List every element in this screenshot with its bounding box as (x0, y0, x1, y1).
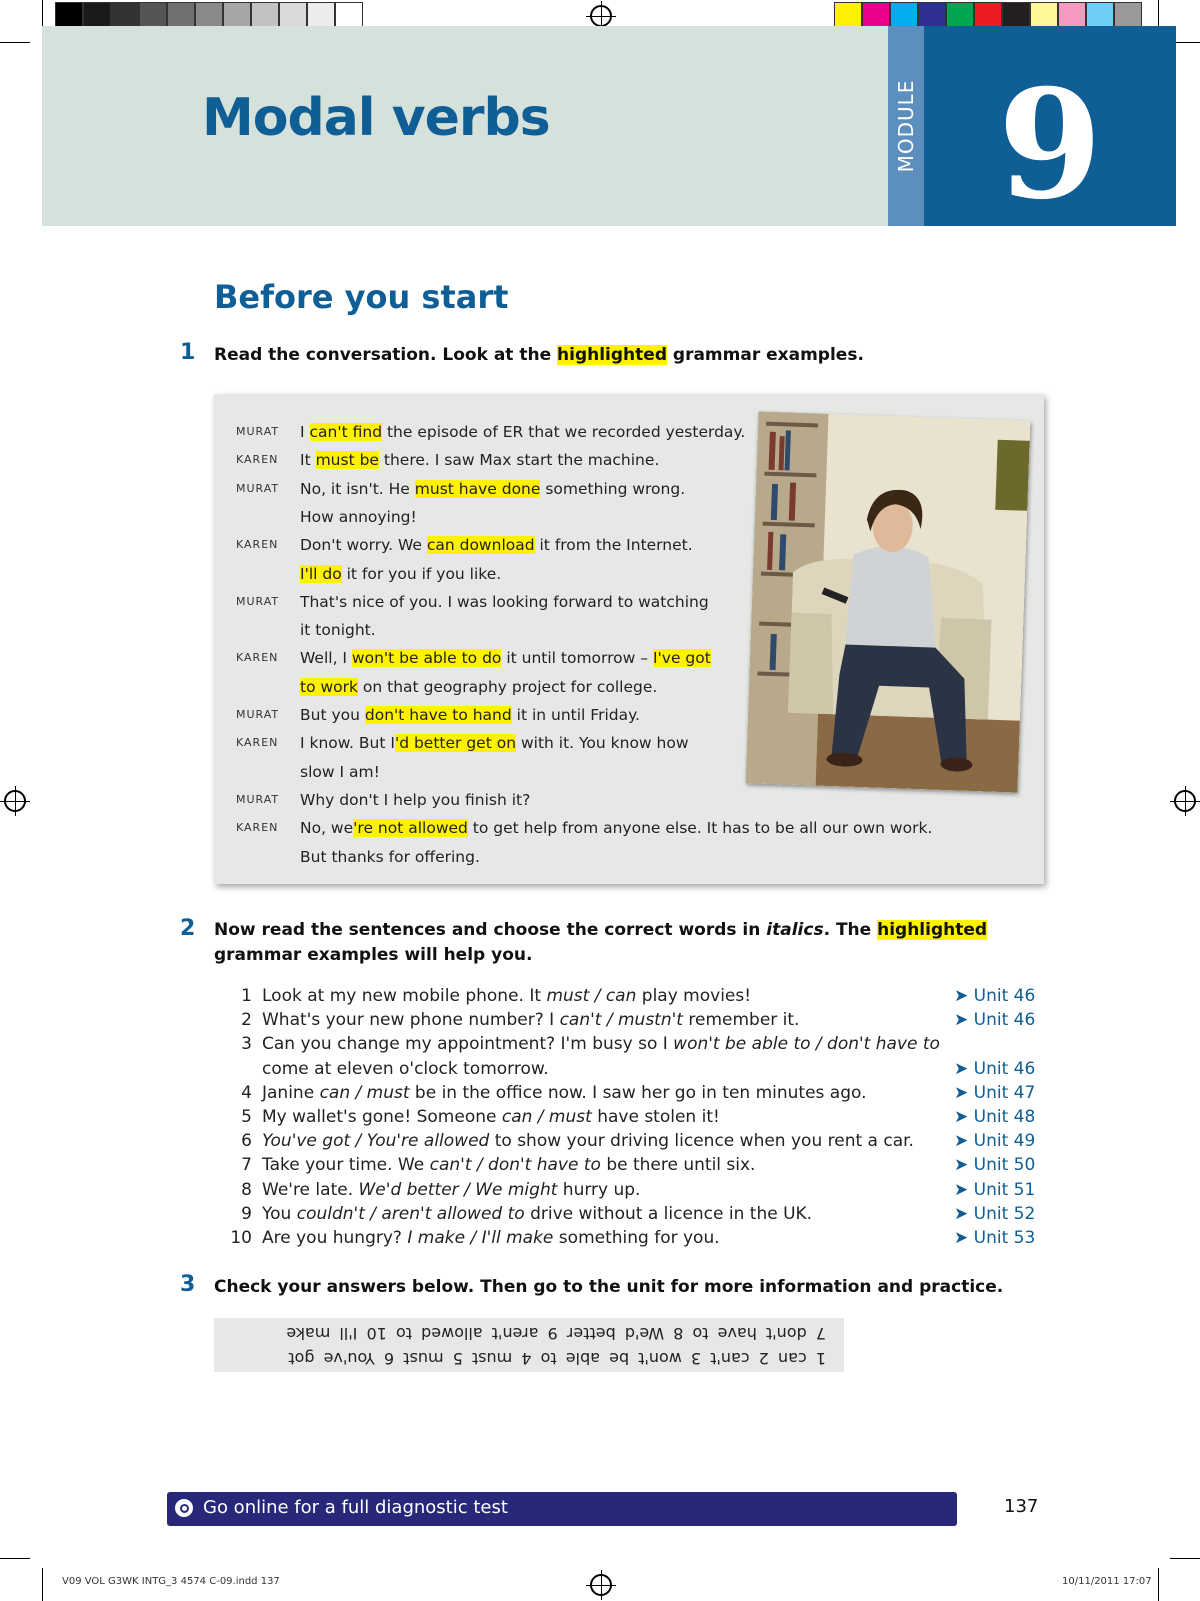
question-number-3: 3 (180, 1272, 196, 1297)
question-1-instruction: Read the conversation. Look at the highlighted grammar examples. (214, 345, 864, 365)
crop-mark (0, 42, 30, 43)
exercise-number: 5 (241, 1107, 252, 1127)
speaker-label: KAREN (236, 453, 279, 466)
answer-key-upside-down (214, 1318, 844, 1372)
page-title: Modal verbs (202, 88, 550, 148)
arrow-icon: ➤ (954, 1155, 974, 1175)
exercise-number: 10 (230, 1228, 252, 1248)
registration-mark-icon (590, 1574, 612, 1596)
crop-mark (0, 1558, 30, 1559)
arrow-icon: ➤ (954, 1228, 974, 1248)
speaker-label: MURAT (236, 482, 280, 495)
registration-mark-icon (4, 790, 26, 812)
unit-link[interactable]: ➤ Unit 53 (954, 1228, 1036, 1248)
speaker-label: KAREN (236, 736, 279, 749)
dialogue-line: Don't worry. We can download it from the Internet. (300, 536, 693, 554)
crop-mark (1170, 1558, 1200, 1559)
exercise-item: come at eleven o'clock tomorrow. (262, 1059, 549, 1079)
exercise-number: 7 (241, 1155, 252, 1175)
exercise-number: 9 (241, 1204, 252, 1224)
dialogue-line: But you don't have to hand it in until Friday. (300, 706, 640, 724)
arrow-icon: ➤ (954, 1010, 974, 1030)
crop-mark (1158, 1568, 1159, 1601)
exercise-item: 6 You've got / You're allowed to show your driving licence when you rent a car. (222, 1129, 914, 1153)
exercise-number: 1 (241, 986, 252, 1006)
page-number: 137 (1004, 1496, 1039, 1517)
man-on-sofa-photo (746, 411, 1031, 792)
speaker-label: MURAT (236, 793, 280, 806)
online-test-link[interactable] (167, 1492, 957, 1526)
exercise-number: 8 (241, 1180, 252, 1200)
question-2-instruction: Now read the sentences and choose the correct words in italics. The highlighted grammar examples will help you. (214, 920, 988, 965)
dialogue-line: How annoying! (300, 508, 417, 526)
registration-mark-icon (1174, 790, 1196, 812)
exercise-number: 2 (241, 1010, 252, 1030)
speaker-label: MURAT (236, 425, 280, 438)
slug-file-info: V09 VOL G3WK INTG_3 4574 C-09.indd 137 (62, 1576, 280, 1587)
exercise-item: 1 Look at my new mobile phone. It must / can play movies! (222, 984, 751, 1008)
exercise-item: 10 Are you hungry? I make / I'll make something for you. (222, 1226, 720, 1250)
arrow-icon: ➤ (954, 1131, 974, 1151)
exercise-item: 4 Janine can / must be in the office now. I saw her go in ten minutes ago. (222, 1081, 867, 1105)
unit-link[interactable]: ➤ Unit 46 (954, 986, 1036, 1006)
unit-link[interactable]: ➤ Unit 46 (954, 1010, 1036, 1030)
answer-line-2: 7 don't have to 8 We'd better 9 aren't allowed to 10 I'll make (286, 1324, 826, 1343)
arrow-icon: ➤ (954, 1059, 974, 1079)
module-tab (888, 26, 924, 226)
speaker-label: KAREN (236, 651, 279, 664)
dialogue-line: No, we're not allowed to get help from anyone else. It has to be all our own work. (300, 819, 933, 837)
exercise-number: 6 (241, 1131, 252, 1151)
arrow-icon: ➤ (954, 1180, 974, 1200)
module-number: 9 (997, 57, 1103, 233)
module-label: MODULE (894, 79, 918, 173)
dialogue-line: I'll do it for you if you like. (300, 565, 502, 583)
exercise-item: 7 Take your time. We can't / don't have to be there until six. (222, 1153, 755, 1177)
section-title: Before you start (214, 278, 509, 316)
power-icon (175, 1499, 193, 1517)
exercise-item: 3 Can you change my appointment? I'm busy so I won't be able to / don't have to (222, 1032, 940, 1056)
dialogue-line: Why don't I help you finish it? (300, 791, 531, 809)
dialogue-line: No, it isn't. He must have done something wrong. (300, 480, 686, 498)
unit-link[interactable]: ➤ Unit 52 (954, 1204, 1036, 1224)
crop-mark (42, 1568, 43, 1601)
speaker-label: KAREN (236, 538, 279, 551)
exercise-item: 9 You couldn't / aren't allowed to drive without a licence in the UK. (222, 1202, 812, 1226)
unit-link[interactable]: ➤ Unit 51 (954, 1180, 1036, 1200)
arrow-icon: ➤ (954, 986, 974, 1006)
dialogue-line: Well, I won't be able to do it until tomorrow – I've got (300, 649, 711, 667)
unit-link[interactable]: ➤ Unit 46 (954, 1059, 1036, 1079)
speaker-label: MURAT (236, 708, 280, 721)
arrow-icon: ➤ (954, 1107, 974, 1127)
online-test-text: Go online for a full diagnostic test (203, 1497, 508, 1518)
unit-link[interactable]: ➤ Unit 49 (954, 1131, 1036, 1151)
unit-link[interactable]: ➤ Unit 47 (954, 1083, 1036, 1103)
exercise-number: 3 (241, 1034, 252, 1054)
exercise-item: 2 What's your new phone number? I can't / mustn't remember it. (222, 1008, 799, 1032)
dialogue-line: to work on that geography project for college. (300, 678, 658, 696)
unit-link[interactable]: ➤ Unit 50 (954, 1155, 1036, 1175)
question-3-instruction: Check your answers below. Then go to the unit for more information and practice. (214, 1277, 1004, 1297)
slug-date: 10/11/2011 17:07 (1062, 1576, 1152, 1587)
dialogue-line: slow I am! (300, 763, 380, 781)
exercise-item: 5 My wallet's gone! Someone can / must have stolen it! (222, 1105, 720, 1129)
dialogue-line: I can't find the episode of ER that we recorded yesterday. (300, 423, 746, 441)
answer-key-box (214, 1318, 844, 1372)
unit-link[interactable]: ➤ Unit 48 (954, 1107, 1036, 1127)
arrow-icon: ➤ (954, 1083, 974, 1103)
arrow-icon: ➤ (954, 1204, 974, 1224)
question-number-1: 1 (180, 340, 196, 365)
question-number-2: 2 (180, 916, 196, 941)
dialogue-line: That's nice of you. I was looking forward to watching (300, 593, 709, 611)
dialogue-line: I know. But I'd better get on with it. You know how (300, 734, 689, 752)
answer-line-1: 1 can 2 can't 3 won't be able to 4 must 5 must 6 You've got (288, 1349, 826, 1368)
dialogue-line: it tonight. (300, 621, 376, 639)
module-number-box (924, 26, 1176, 233)
dialogue-line: But thanks for offering. (300, 848, 480, 866)
speaker-label: KAREN (236, 821, 279, 834)
speaker-label: MURAT (236, 595, 280, 608)
dialogue-line: It must be there. I saw Max start the machine. (300, 451, 660, 469)
exercise-item: 8 We're late. We'd better / We might hurry up. (222, 1178, 640, 1202)
exercise-number: 4 (241, 1083, 252, 1103)
registration-mark-icon (590, 5, 612, 27)
